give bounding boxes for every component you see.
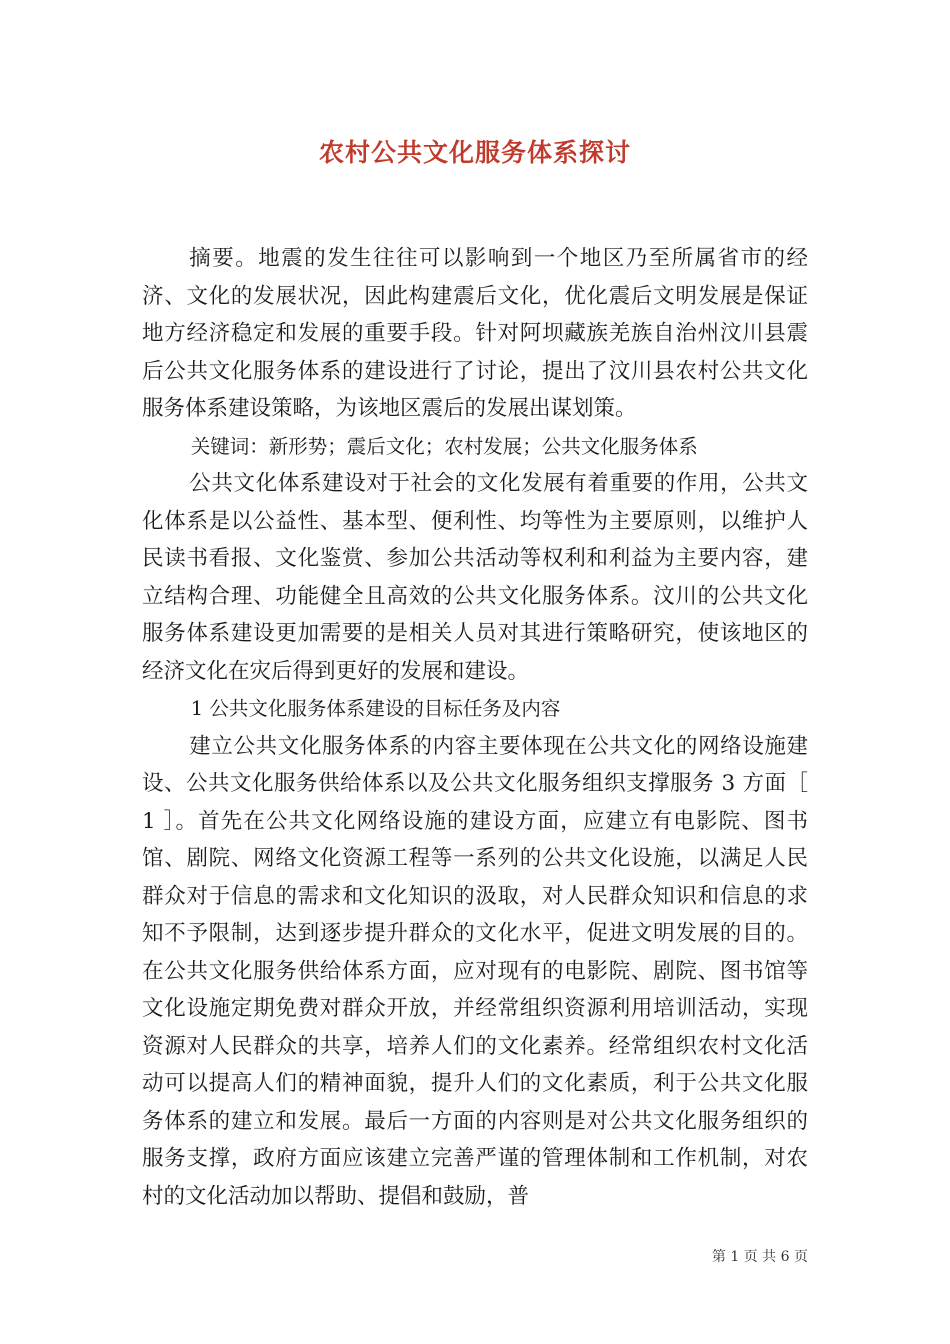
section-1-heading: 1 公共文化服务体系建设的目标任务及内容	[190, 697, 561, 720]
section-1-paragraph: 建立公共文化服务体系的内容主要体现在公共文化的网络设施建设、公共文化服务供给体系以及公共文化服务组织支撑服务 3 方面［ 1 ］。首先在公共文化网络设施的建设方面，应建立有电影院、图书馆、剧院、网络文化资源工程等一系列的公共文化设施，以满足人民群众对于信息的需求和文化知识的汲取，对人民群众知识和信息的求知不予限制，达到逐步提升群众的文化水平，促进文明发展的目的。在公共文化服务供给体系方面，应对现有的电影院、剧院、图书馆等文化设施定期免费对群众开放，并经常组织资源利用培训活动，实现资源对人民群众的共享，培养人们的文化素养。经常组织农村文化活动可以提高人们的精神面貌，提升人们的文化素质，利于公共文化服务体系的建立和发展。最后一方面的内容则是对公共文化服务组织的服务支撑，政府方面应该建立完善严谨的管理体制和工作机制，对农村的文化活动加以帮助、提倡和鼓励，普	[142, 733, 808, 1209]
intro-paragraph: 公共文化体系建设对于社会的文化发展有着重要的作用，公共文化体系是以公益性、基本型、便利性、均等性为主要原则，以维护人民读书看报、文化鉴赏、参加公共活动等权利和利益为主要内容，建立结构合理、功能健全且高效的公共文化服务体系。汶川的公共文化服务体系建设更加需要的是相关人员对其进行策略研究，使该地区的经济文化在灾后得到更好的发展和建设。	[142, 471, 808, 684]
page-indicator: 第 1 页 共 6 页	[711, 1249, 808, 1265]
abstract-paragraph: 摘要。地震的发生往往可以影响到一个地区乃至所属省市的经济、文化的发展状况，因此构建震后文化，优化震后文明发展是保证地方经济稳定和发展的重要手段。针对阿坝藏族羌族自治州汶川县震后公共文化服务体系的建设进行了讨论，提出了汶川县农村公共文化服务体系建设策略，为该地区震后的发展出谋划策。	[142, 246, 808, 421]
document-body	[142, 240, 808, 1215]
document-title: 农村公共文化服务体系探讨	[318, 138, 631, 167]
keywords-line: 关键词：新形势；震后文化；农村发展；公共文化服务体系	[190, 434, 698, 458]
